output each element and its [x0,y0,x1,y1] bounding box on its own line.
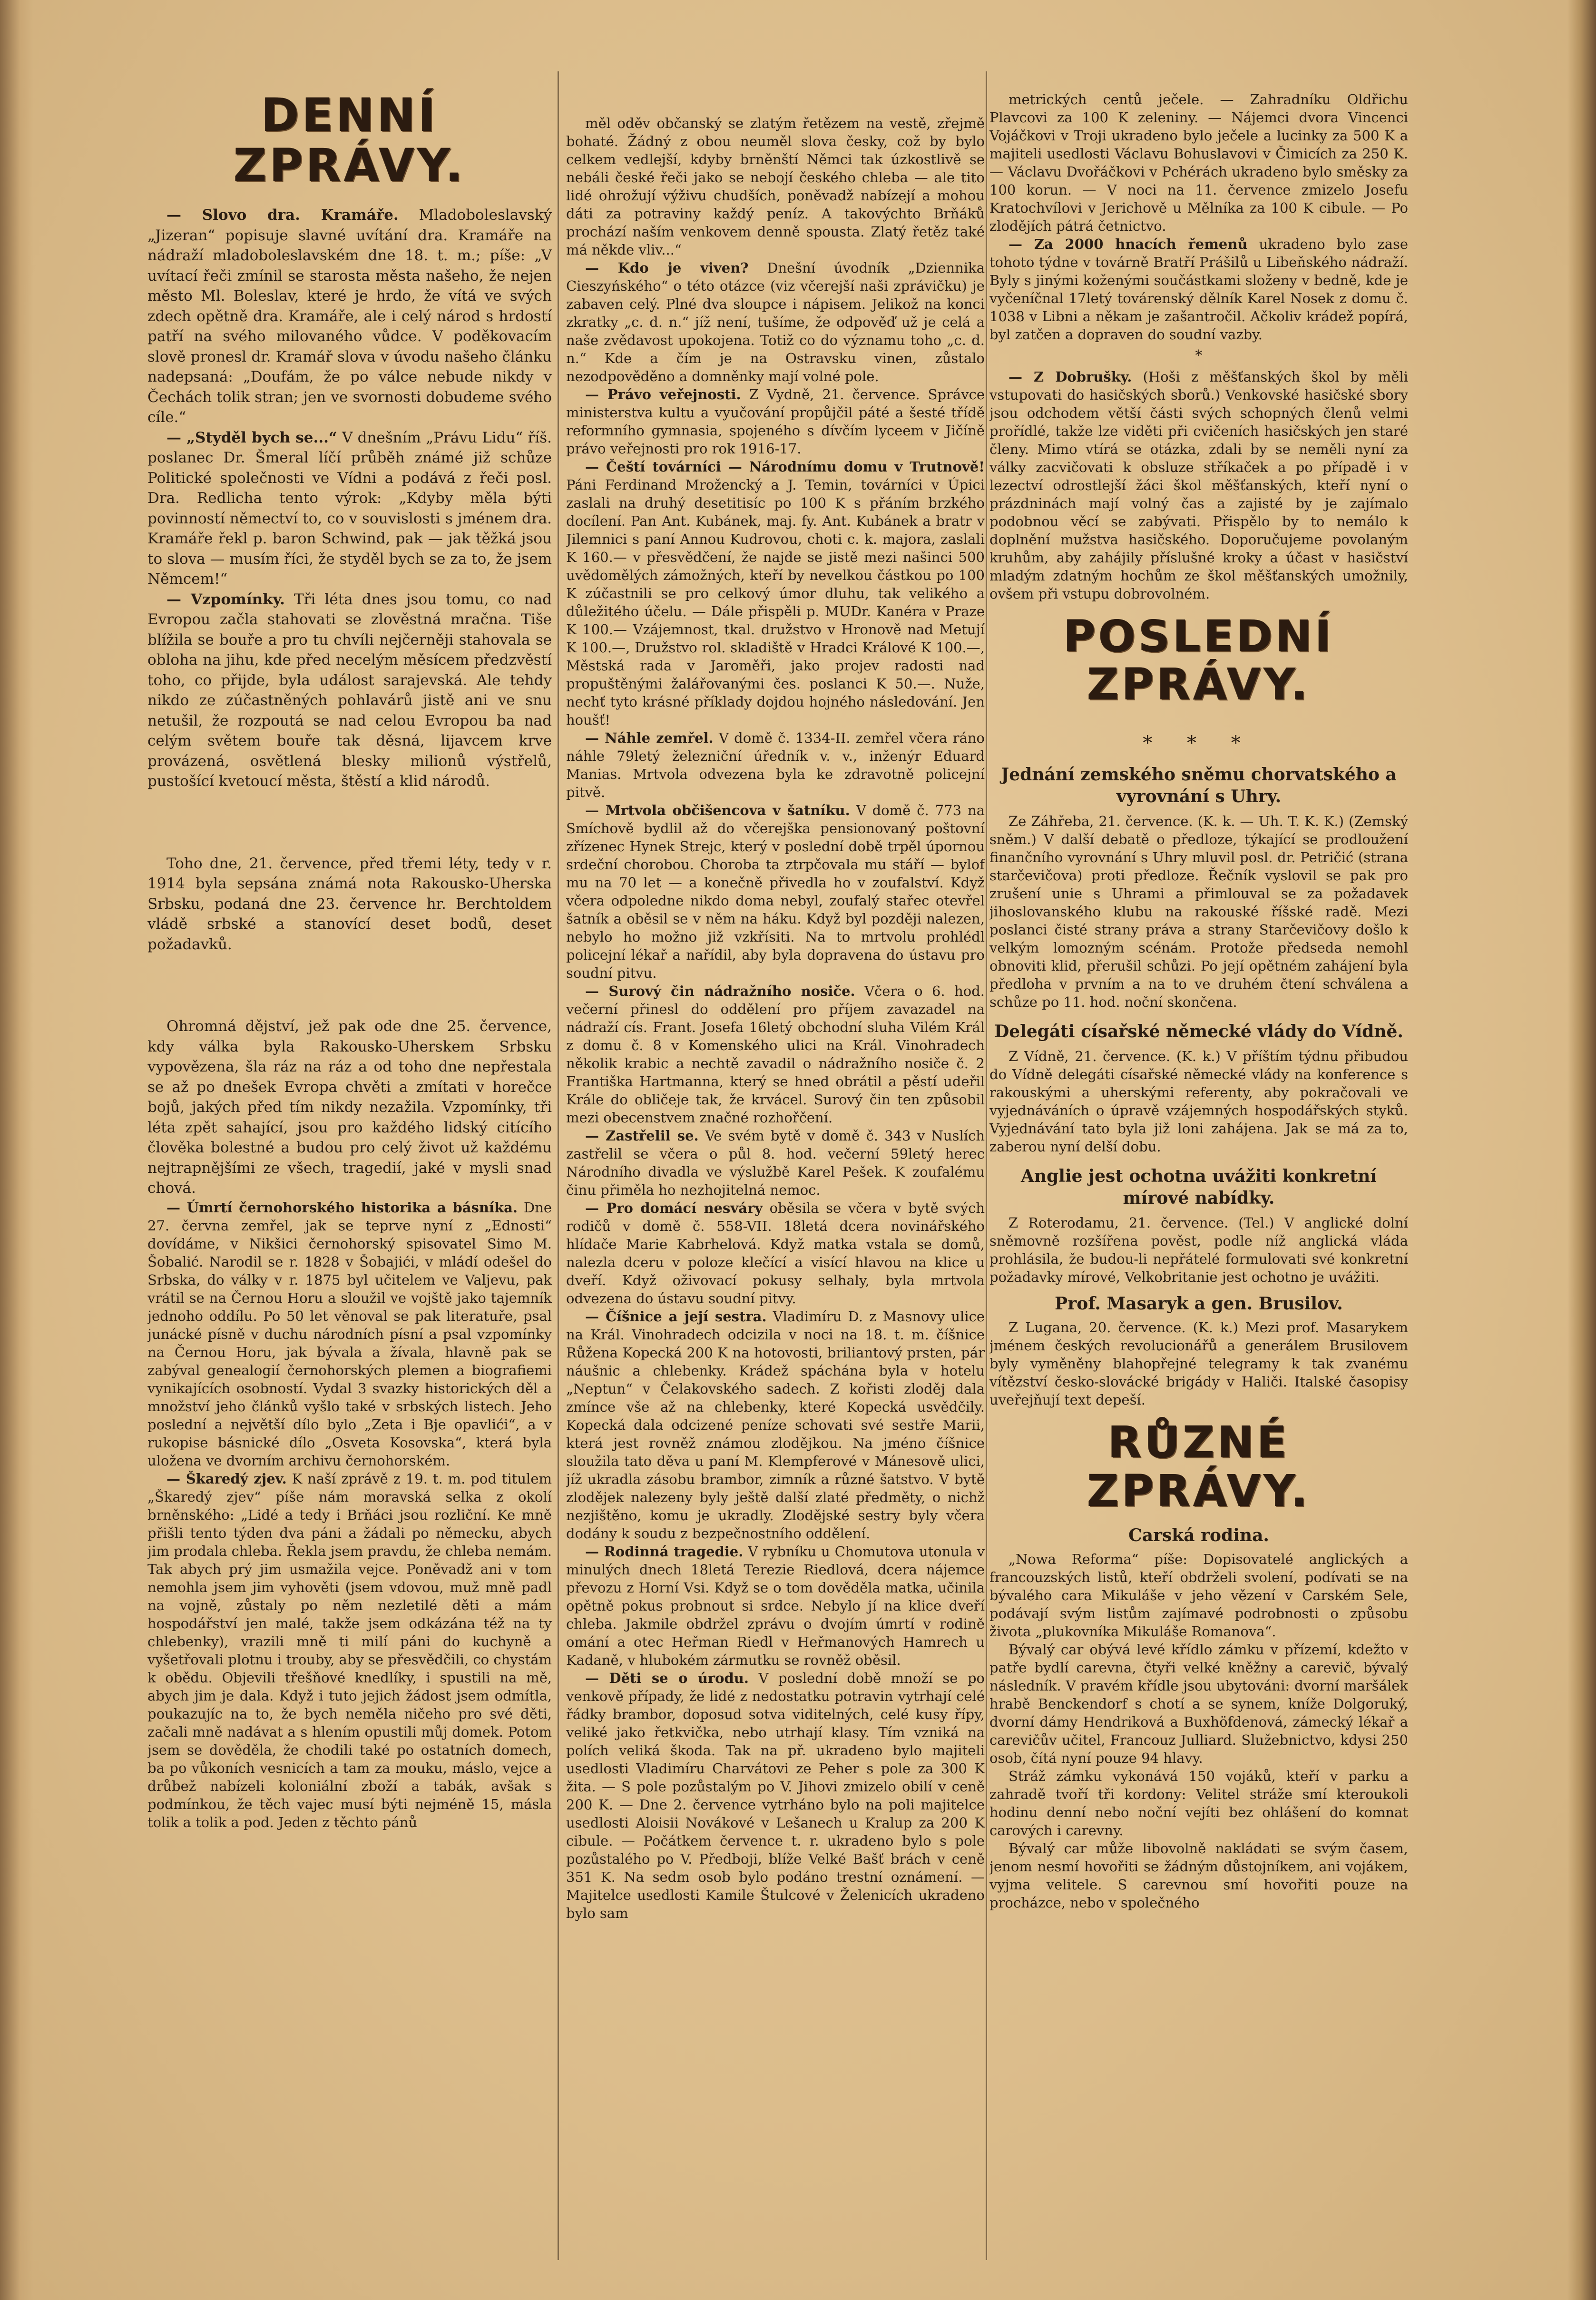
article-kdo-viven [566,259,985,385]
article-title: — Právo veřejnosti. [585,386,741,403]
article-dobruska [989,368,1408,603]
article-paragraph: měl oděv občanský se zlatým řetězem na vestě, zřejmě bohaté. Žádný z obou neuměl slova česky, což by bylo celkem vedlejší, kdyby brněnští Němci tak úzkostlivě se nebáli české řeči jako se nebojí českého chleba — ale tito lidé ohrožují výživu chudších, poněvadž nabízejí a mohou dáti za potraviny každý peníz. A takovýchto Brňáků prochází naším venkovem denně spousta. Zlatý řetěz také má někde vliv...“ [566,115,985,258]
article-title: — „Styděl bych se...“ [166,429,337,446]
article-body: Ve svém bytě v domě č. 343 v Nuslích zastřelil se včera o půl 8. hod. večerní 59letý herec Národního divadla ve výslužbě Karel Pešek. K zoufalému činu přiměla ho nezhojitelná nemoc. [566,1128,985,1198]
article-body: (Hoši z měšťanských škol by měli vstupovati do hasičských sborů.) Venkovské hasičské sbory jsou odchodem větší části svých schopných členů velmi prořídlé, takže lze viděti při cvičeních hasičských jen staré členy. Mimo vtírá se otázka, zdali by se neměli nyní za války zacvičovati k obsluze stříkaček a po případě i v lezectví odrostlejší žáci škol měšťanských, kteří nyní o prázdninách mají volný čas a zajisté by je zajímalo podobnou věcí se zabývati. Přispělo by to nemálo k doplnění mužstva hasičského. Doporučujeme povolaným kruhům, aby zahájily příslušné kroky a účast v hasičství mladým zdatným hochům ze škol měšťanských umožnily, ovšem při vstupu dobrovolném. [989,369,1408,602]
article-body: V poslední době množí se po venkově případy, že lidé z nedostatku potravin vytrhají celé řádky brambor, doposud sotva viditelných, celé kusy řípy, veliké jako řetkvička, nebo utrhají klasy. Tím vzniká na polích veliká škoda. Tak na př. ukradeno bylo majiteli usedlosti Vladimíru Charvátovi ze Peher s pole za 300 K žita. — S pole pozůstalým po V. Jihovi zmizelo obilí v ceně 200 K. — Dne 2. července vytrháno bylo na poli majitelce usedlosti Aloisii Novákové v Lešanech u Kralup za 200 K cibule. — Počátkem července t. r. ukradeno bylo s pole pozůstalého po V. Předboji, blíže Velké Bašť brách v ceně 351 K. Na sedm osob bylo podáno trestní oznámení. — Majitelce usedlosti Kamile Štulcové v Želenicích ukradeno bylo sam [566,1670,985,1921]
article-vzpominky [147,590,552,792]
headline: Delegáti císařské německé vlády do Vídně. [994,1022,1403,1042]
article-paragraph: Bývalý car může libovolně nakládati se svým časem, jenom nesmí hovořiti se žádným důstojníkem, ani vojákem, vyjma velitele. S carevnou smí hovořiti pouze na procházce, nebo v společného [989,1840,1408,1911]
article-skaredy [147,1470,552,1831]
article-title: — Za 2000 hnacích řemenů [1009,236,1248,252]
article-paragraph: Ze Záhřeba, 21. července. (K. k. — Uh. T. K. K.) (Zemský sněm.) V další debatě o předloze, týkající se prodloužení finančního vyrovnání s Uhry mluvil posl. dr. Petričić (strana starčevičova) proti předloze. Řečník vyslovil se pak pro zrušení unie s Uhrami a přimlouval se za požadavek jihoslovanského klubu na rakouské říšské radě. Mezi poslanci čisté strany práva a strany Starčevičovy došlo k velkým lomozným scénám. Protože předseda nemohl obnoviti klid, přerušil schůzi. Po její opětném zahájení byla předloha v prvním a na to ve druhém čtení schválena a schůze po 11. hod. noční skončena. [989,813,1408,1011]
section-masthead: POSLEDNÍ ZPRÁVY. [1063,611,1334,710]
article-stydel [147,428,552,590]
article-body: oběsila se včera v bytě svých rodičů v domě č. 558-VII. 18letá dcera novinářského hlídače Marie Kabrhelová. Když matka vstala se domů, nalezla dceru v poloze klečící a visící hlavou na klice u dveří. Když oživovací pokusy selhaly, byla mrtvola odvezena do ústavu soudní pitvy. [566,1200,985,1307]
article-title: — Pro domácí nesváry [585,1200,763,1216]
article-mrtvola [566,801,985,982]
page-left-edge [0,0,33,2300]
article-body: Včera o 6. hod. večerní přinesl do oddělení pro příjem zavazadel na nádraží cís. Frant. Josefa 16letý obchodní sluha Vilém Král z domu č. 8 v Komenského ulici na Král. Vinohradech několik krabic a nechtě zavadil o nádražního nosiče č. 2 Františka Hartmanna, který se hned obrátil a pěstí udeřil Krále do obličeje tak, že krvácel. Surový čin ten způsobil mezi obecenstvem značné rozhořčení. [566,983,985,1126]
article-body: Páni Ferdinand Mrožencký a J. Temin, továrníci v Úpici zaslali na druhý desetitisíc po 100 K s přáním brzkého docílení. Pan Ant. Kubánek, maj. fy. Ant. Kubánek a bratr v Jilemnici s paní Annou Kudrovou, choti c. k. majora, zaslali K 160.— v přesvědčení, že najde se jistě mezi našinci 500 uvědomělých zámožných, kteří by nevelkou částkou po 100 K zúčastnili se pro celkový úmor dluhu, tak velikého a důležitého účelu. — Dále přispěli p. MUDr. Kanéra v Praze K 100.— Vzájemnost, tkal. družstvo v Hronově nad Metují K 100.—, Družstvo rol. skladiště v Hradci Králové K 100.—, Městská rada v Jaroměři, jako projev radosti nad propuštěnými žalářovanými čes. poslanci K 50.—. Nuže, nechť tyto krásné příklady dojdou hojného následování. Jen houšť! [566,477,985,728]
article-body: V domě č. 773 na Smíchově bydlil až do včerejška pensionovaný poštovní zřízenec Hynek Strejc, který v poslední době trpěl úpornou srdeční chorobou. Choroba ta ztrpčovala mu stáří — bylof mu na 70 let — a konečně přivedla ho v zoufalství. Když včera odpoledne nikdo doma nebyl, zoufalý stařec otevřel šatník a oběsil se v něm na háku. Když byl později nalezen, nebylo ho možno již vzkřísiti. Na to mrtvolu prohlédl policejní lékař a nařídil, aby byla dopravena do ústavu pro soudní pitvu. [566,802,985,981]
article-paragraph: metrických centů ječele. — Zahradníku Oldřichu Plavcovi za 100 K zeleniny. — Nájemci dvora Vincenci Vojáčkovi v Troji ukradeno bylo ječele a lucinky za 500 K a majiteli usedlosti Václavu Bohuslavovi v Čimicích za 250 K. — Václavu Dvořáčkovi v Pchérách ukradeno bylo směsky za 100 korun. — V noci na 11. července zmizelo Josefu Kratochvílovi v Jerichově u Mělníka za 100 K cibule. — Po zlodějích pátrá četnictvo. [989,91,1408,234]
article-zastrelil [566,1127,985,1199]
article-paragraph: Ohromná dějství, jež pak ode dne 25. července, kdy válka byla Rakousko-Uherskem Srbsku vypovězena, šla ráz na ráz a od toho dne nepřestala se až po dnešek Evropa chvěti a zmítati v horečce bojů, jakých před tím nikdy nezažila. Vzpomínky, tři léta zpět sahající, jsou pro každého lidský citícího člověka bolestné a budou pro celý život už každému nejtrapnějšími ze všech, tragedií, jaké v mysli snad chová. [147,1018,552,1197]
article-title: — Surový čin nádražního nosiče. [585,983,855,999]
article-title: — Vzpomínky. [166,590,285,608]
article-urodu [566,1669,985,1922]
article-title: — Kdo je viven? [585,260,749,276]
article-paragraph: Z Vídně, 21. července. (K. k.) V příštím týdnu přibudou do Vídně delegáti císařské německé vlády na konference s rakouskými a uherskými referenty, aby pokračovali ve vyjednáváních o úpravě vzájemných hospodářských styků. Vyjednávání tato byla již loni zahájena. Jak se má za to, zaberou nyní delší dobu. [989,1048,1408,1155]
article-title: — Škaredý zjev. [166,1470,287,1487]
article-title: — Děti se o úrodu. [585,1670,749,1686]
column-1 [147,0,552,2300]
article-paragraph: Z Roterodamu, 21. července. (Tel.) V anglické dolní sněmovně rozšířena pověst, podle níž anglická vláda prohlásila, že budou-li nepřátelé formulovati své konkretní požadavky mírové, Velkobritanie jest ochotno je uvážiti. [989,1215,1408,1286]
article-body: Z Vydně, 21. července. Správce ministerstva kultu a vyučování propůjčil páté a šesté třídě reformního gymnasia, spojeného s dívčím lyceem v Jičíně právo veřejnosti pro rok 1916-17. [566,386,985,457]
page-right-edge [1567,0,1596,2300]
article-nesvary [566,1199,985,1307]
article-title: — Čeští továrníci — Národnímu domu v Trutnově! [585,459,985,475]
article-title: — Mrtvola občišencova v šatníku. [585,802,850,818]
article-body: V domě č. 1334-II. zemřel včera ráno náhle 79letý železniční úředník v. v., inženýr Eduard Manias. Mrtvola odvezena byla ke zdravotně policejní pitvě. [566,730,985,800]
article-body: K naší zprávě z 19. t. m. pod titulem „Škaredý zjev“ píše nám moravská selka z okolí brněnského: „Lidé a tedy i Brňáci jsou rozliční. Ke mně přišli tento týden dva páni a žádali po německu, abych jim prodala chleba. Řekla jsem pravdu, že chleba nemám. Tak abych prý jim usmažila vejce. Poněvadž ani v tom nemohla jsem jim vyhověti (jsem vdovou, muž mně padl na vojně, zůstaly po něm nezletilé děti a mám hospodářství jen malé, takže jsem odkázána též na ty chlebenky), vrazili mně ti milí páni do kuchyně a vyšetřovali plotnu i trouby, aby se přesvědčili, co chystám k obědu. Objevili třešňové knedlíky, i spustili na mě, abych jim je dala. Když i tuto jejich žádost jsem odmítla, poukazujíc na to, že bych neměla ničeho pro své děti, začali mně nadávat a s hlením opustili můj domek. Potom jsem se dověděla, že chodili také po ostatních domech, ba po vůkoních vesnicích a tam za mouku, máslo, vejce a drůbež nabízeli koloniální zboží a tabák, avšak s podmínkou, že těch vajec musí býti nejméně 15, másla tolik a tolik a pod. Jeden z těchto pánů [147,1470,552,1830]
article-body: ukradeno bylo zase tohoto týdne v továrně Bratří Prášilů u Libeňského nádraží. Byly s jinými koženými součástkami složeny v bedně, kde je vyčeníčnal 17letý továrenský dělník Karel Nosek z domu č. 1038 v Libni a někam je zašantročil. Ačkoliv krádež popírá, byl zatčen a dopraven do soudní vazby. [989,236,1408,343]
headline: Carská rodina. [1128,1525,1269,1545]
article-title: — Rodinná tragedie. [585,1543,744,1560]
article-title: — Slovo dra. Kramáře. [166,206,399,224]
article-paragraph: Z Lugana, 20. července. (K. k.) Mezi prof. Masarykem jménem českých revolucionářů a generálem Brusilovem byly vyměněny blahopřejné telegramy k tak zvanému vítězství česko-slovácké brigády v Haliči. Italské časopisy uveřejňují text depeší. [989,1319,1408,1408]
article-body: Tři léta dnes jsou tomu, co nad Evropou začla stahovati se zlověstná mračna. Tiše blížila se bouře a pro tu chvíli nejčerněji stahovala se obloha na jihu, kde před necelým měsícem předzvěstí toho, co přijde, byla událost sarajevská. Ale tehdy nikdo ze zúčastněných pohlavárů jistě ani ve snu netušil, že rozpoutá se nad celou Evropou ba nad celým světem bouře tak děsná, lijavcem krve provázená, osvětlená blesky milionů výstřelů, pustošící kvetoucí města, štěstí a klid národů. [147,590,552,790]
column-divider [558,71,559,2260]
article-remeny [989,235,1408,344]
separator-stars: * * * [1143,732,1255,755]
blank-space [147,954,552,1016]
article-title: — Náhle zemřel. [585,730,714,746]
article-cisnice [566,1307,985,1543]
article-paragraph: „Nowa Reforma“ píše: Dopisovatelé anglických a francouzských listů, kteří obdrželi svolení, podívati se na bývalého cara Mikuláše v jeho vězení v Carském Sele, podávají svým listům zajímavé podrobnosti o způsobu života „plukovníka Mikuláše Romanova“. [989,1551,1408,1640]
separator-star: * [1195,347,1203,364]
article-title: — Číšnice a její sestra. [585,1308,767,1325]
article-tragedie [566,1543,985,1669]
headline: Prof. Masaryk a gen. Brusilov. [1055,1294,1343,1314]
article-title: — Úmrtí černohorského historika a básníka. [166,1199,518,1216]
column-2 [566,0,985,2300]
article-kramar [147,205,552,428]
article-tovarnici [566,458,985,729]
article-surovy [566,982,985,1127]
article-body: Mladoboleslavský „Jizeran“ popisuje slavné uvítání dra. Kramáře na nádraží mladoboleslavském dne 18. t. m.; píše: „V uvítací řeči zmínil se starosta města našeho, že nejen město Ml. Boleslav, které je hrdo, že vítá ve svých zdech opětně dra. Kramáře, ale i celý národ s hrdostí patří na svého milovaného vůdce. V poděkovacím slově pronesl dr. Kramář slova v úvodu našeho článku nadepsaná: „Doufám, že po válce nebude nikdy v Čechách tolik stran; jen ve svornosti dobudeme svého cíle.“ [147,206,552,426]
article-title: — Zastřelil se. [585,1128,699,1144]
article-body: Dnešní úvodník „Dziennika Cieszyńského“ o této otázce (viz včerejší naši zprávičku) je zabaven celý. Plné dva sloupce i nápisem. Jelikož na konci zkratky „c. d. n.“ jíž není, tušíme, že odpověď už je celá a naše zvědavost upokojena. Totiž co do významu toho „c. d. n.“ Kde a čím je na Ostravsku vinen, zůstalo nezodpověděno a domněnky mají volné pole. [566,260,985,384]
column-divider [986,71,987,2260]
article-paragraph: Stráž zámku vykonává 150 vojáků, kteří v parku a zahradě tvoří tři kordony: Velitel stráže smí kteroukoli hodinu denní nebo noční vejíti bez ohlášení do komnat carových i carevny. [989,1768,1408,1838]
article-paragraph: Bývalý car obývá levé křídlo zámku v přízemí, kdežto v patře bydlí carevna, čtyři velké kněžny a carevič, bývalý následník. V pravém křídle jsou ubytováni: dvorní maršálek hrabě Benckendorf s chotí a se synem, kníže Dolgoruký, dvorní dámy Hendriková a Buxhöfdenová, zámecký lékař a carevičův učitel, Francouz Julliard. Služebnictvo, kdysi 250 osob, čítá nyní pouze 94 hlavy. [989,1641,1408,1766]
article-body: V dnešním „Právu Lidu“ říš. poslanec Dr. Šmeral líčí průběh známé již schůze Politické společnosti ve Vídni a podává z řeči posl. Dra. Redlicha tento výrok: „Kdyby měla býti povinností němectví to, co v souvislosti s jménem dra. Kramáře řekl p. baron Schwind, pak — jak těžká jsou to slova — musím říci, že styděl bych se za to, že jsem Němcem!“ [147,429,552,588]
column-3 [989,0,1408,2300]
article-sobalic [147,1199,552,1470]
article-body: V rybníku u Chomutova utonula v minulých dnech 18letá Terezie Riedlová, dcera nájemce převozu z Horní Vsi. Když se o tom dověděla matka, učinila opětně pokus probnout si srdce. Nebylo jí na klice dveří chleba. Jakmile obdržel zprávu o dvojím úmrtí v rodině omání a otec Heřman Riedl v Heřmanových Hamrech u Kadaně, v hlubokém zármutku se rovněž oběsil. [566,1543,985,1668]
article-body: Vladimíru D. z Masnovy ulice na Král. Vinohradech odcizila v noci na 18. t. m. číšnice Růžena Kopecká 200 K na hotovosti, briliantový prsten, pár náušnic a chlebenky. Krádež spáchána byla v hotelu „Neptun“ v Čelakovského sadech. Z kořisti zloděj dala zmínce vše až na chlebenky, které Kopecká usvědčily. Kopecká dala odcizené peníze schovati své sestře Marii, která jest rovněž známou zlodějkou. Na jméno číšnice sloužila tato děva u paní M. Klempferové v Mánesově ulici, jíž ukradla zásobu brambor, zimník a různé šatstvo. V bytě zlodějek nalezeny byly ještě další zlaté předměty, o nichž nezjištěno, komu je ukradly. Zlodějské sestry byly včera dodány k soudu z bezpečnostního oddělení. [566,1308,985,1542]
article-nahle [566,729,985,801]
article-pravo [566,385,985,458]
section-masthead: RŮZNÉ ZPRÁVY. [1087,1417,1311,1516]
section-masthead: DENNÍ ZPRÁVY. [233,88,466,192]
article-body: Dne 27. června zemřel, jak se teprve nyní z „Ednosti“ dovídáme, v Nikšici černohorský spisovatel Simo M. Šobalić. Narodil se r. 1828 v Šobajići, v mládí odešel do Srbska, do války v r. 1875 byl učitelem ve Valjevu, pak vrátil se na Černou Horu a sloužil ve vojště jako tajemník jednoho oddílu. Po 50 let věnoval se pak literatuře, psal junácké písně v duchu národních písní a psal vzpomínky na Černou Horu, jak bývala a žívala, hlavně pak se zabýval genealogií černohorských plemen a biografiemi vynikajících osobností. Vydal 3 svazky historických děl a množství jeho článků vyšlo také v srbských listech. Jeho poslední a největší dílo bylo „Zeta i Bje opavlići“, a v rukopise básnické dílo „Osveta Kosovska“, která byla uložena ve dvorním archivu černohorském. [147,1199,552,1469]
article-title: — Z Dobrušky. [1009,369,1132,385]
blank-space [147,792,552,854]
headline: Jednání zemského sněmu chorvatského a vyrovnání s Uhry. [1001,765,1397,807]
article-paragraph: Toho dne, 21. července, před třemi léty, tedy v r. 1914 byla sepsána známá nota Rakousko-Uherska Srbsku, podaná dne 23. července hr. Berchtoldem vládě srbské a stanovící deset bodů, deset požadavků. [147,855,552,953]
headline: Anglie jest ochotna uvážiti konkretní mírové nabídky. [1020,1166,1377,1209]
